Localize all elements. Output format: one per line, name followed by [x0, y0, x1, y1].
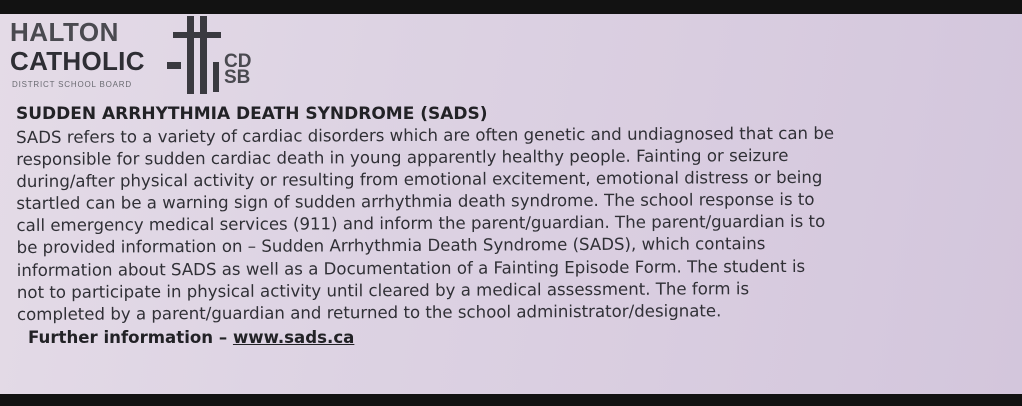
body-line: during/after physical activity or resulting from emotional excitement, emotional distress or being — [16, 167, 823, 192]
school-board-logo — [10, 16, 270, 98]
section-body — [16, 122, 1021, 326]
section-heading: SUDDEN ARRHYTHMIA DEATH SYNDROME (SADS) — [16, 104, 488, 124]
body-line: not to participate in physical activity until cleared by a medical assessment. The form is — [16, 278, 750, 302]
body-line: information about SADS as well as a Documentation of a Fainting Episode Form. The student is — [16, 256, 806, 280]
logo-cdsb — [224, 51, 252, 88]
document-page — [0, 14, 1022, 394]
logo-catholic-text: CATHOLIC — [10, 46, 145, 76]
logo-halton-text: HALTON — [10, 17, 119, 47]
body-line: call emergency medical services (911) and inform the parent/guardian. The parent/guardian is to — [16, 212, 826, 236]
body-line: SADS refers to a variety of cardiac disorders which are often genetic and undiagnosed that can be — [16, 123, 835, 147]
sads-section — [16, 104, 1020, 349]
body-line: completed by a parent/guardian and returned to the school administrator/designate. — [16, 301, 722, 324]
cross-icon — [167, 16, 227, 96]
logo-cd-text: CD — [224, 51, 252, 72]
further-information — [28, 327, 1020, 349]
body-line: startled can be a warning sign of sudden arrhythmia death syndrome. The school response is to — [16, 190, 815, 214]
body-line: be provided information on – Sudden Arrhythmia Death Syndrome (SADS), which contains — [16, 234, 766, 258]
further-info-label: Further information – — [28, 327, 233, 347]
logo-tagline: DISTRICT SCHOOL BOARD — [12, 80, 132, 89]
body-line: responsible for sudden cardiac death in young apparently healthy people. Fainting or seizure — [16, 146, 789, 170]
sads-website-link[interactable]: www.sads.ca — [232, 327, 355, 347]
logo-sb-text: SB — [224, 67, 251, 88]
